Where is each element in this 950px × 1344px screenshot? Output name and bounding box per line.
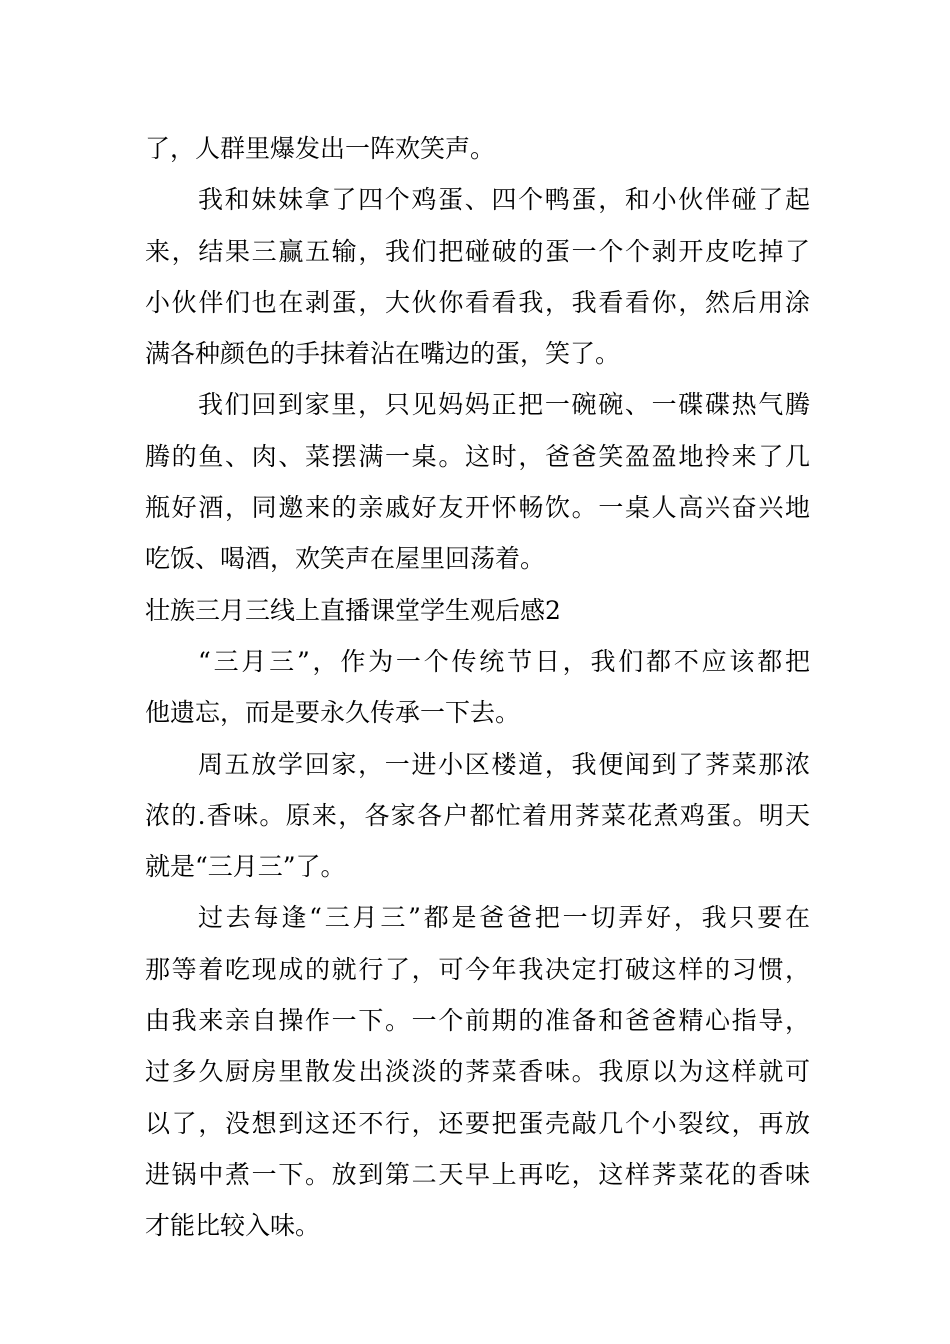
document-body bbox=[145, 123, 810, 1252]
text-line: 进锅中煮一下。放到第二天早上再吃，这样荠菜花的香味 bbox=[145, 1159, 810, 1189]
text-line: 了，人群里爆发出一阵欢笑声。 bbox=[145, 134, 496, 163]
text-line: 周五放学回家，一进小区楼道，我便闻到了荠菜那浓 bbox=[198, 749, 810, 779]
text-line: 才能比较入味。 bbox=[145, 1211, 321, 1241]
text-line: 他遗忘，而是要永久传承一下去。 bbox=[145, 698, 521, 728]
text-line: 由我来亲自操作一下。一个前期的准备和爸爸精心指导， bbox=[145, 1006, 810, 1036]
text-line: 腾的鱼、肉、菜摆满一桌。这时，爸爸笑盈盈地拎来了几 bbox=[145, 441, 810, 471]
text-line: 我们回到家里，只见妈妈正把一碗碗、一碟碟热气腾 bbox=[198, 390, 810, 420]
text-line: 吃饭、喝酒，欢笑声在屋里回荡着。 bbox=[145, 544, 546, 574]
text-line: “三月三”，作为一个传统节日，我们都不应该都把 bbox=[198, 646, 810, 676]
text-line: 浓的.香味。原来，各家各户都忙着用荠菜花煮鸡蛋。明天 bbox=[145, 800, 810, 830]
section-heading: 壮族三月三线上直播课堂学生观后感2 bbox=[145, 595, 561, 625]
text-line: 那等着吃现成的就行了，可今年我决定打破这样的习惯， bbox=[145, 954, 810, 984]
text-line: 来，结果三赢五输，我们把碰破的蛋一个个剥开皮吃掉了 bbox=[145, 236, 810, 266]
text-line: 过去每逢“三月三”都是爸爸把一切弄好，我只要在 bbox=[198, 903, 810, 933]
text-line: 就是“三月三”了。 bbox=[145, 852, 346, 882]
text-line: 以了，没想到这还不行，还要把蛋壳敲几个小裂纹，再放 bbox=[145, 1108, 810, 1138]
text-line: 我和妹妹拿了四个鸡蛋、四个鸭蛋，和小伙伴碰了起 bbox=[198, 185, 810, 215]
text-line: 满各种颜色的手抹着沾在嘴边的蛋，笑了。 bbox=[145, 339, 621, 369]
text-line: 过多久厨房里散发出淡淡的荠菜香味。我原以为这样就可 bbox=[145, 1057, 810, 1087]
text-line: 小伙伴们也在剥蛋，大伙你看看我，我看看你，然后用涂 bbox=[145, 287, 810, 317]
text-line: 瓶好酒，同邀来的亲戚好友开怀畅饮。一桌人高兴奋兴地 bbox=[145, 493, 810, 523]
